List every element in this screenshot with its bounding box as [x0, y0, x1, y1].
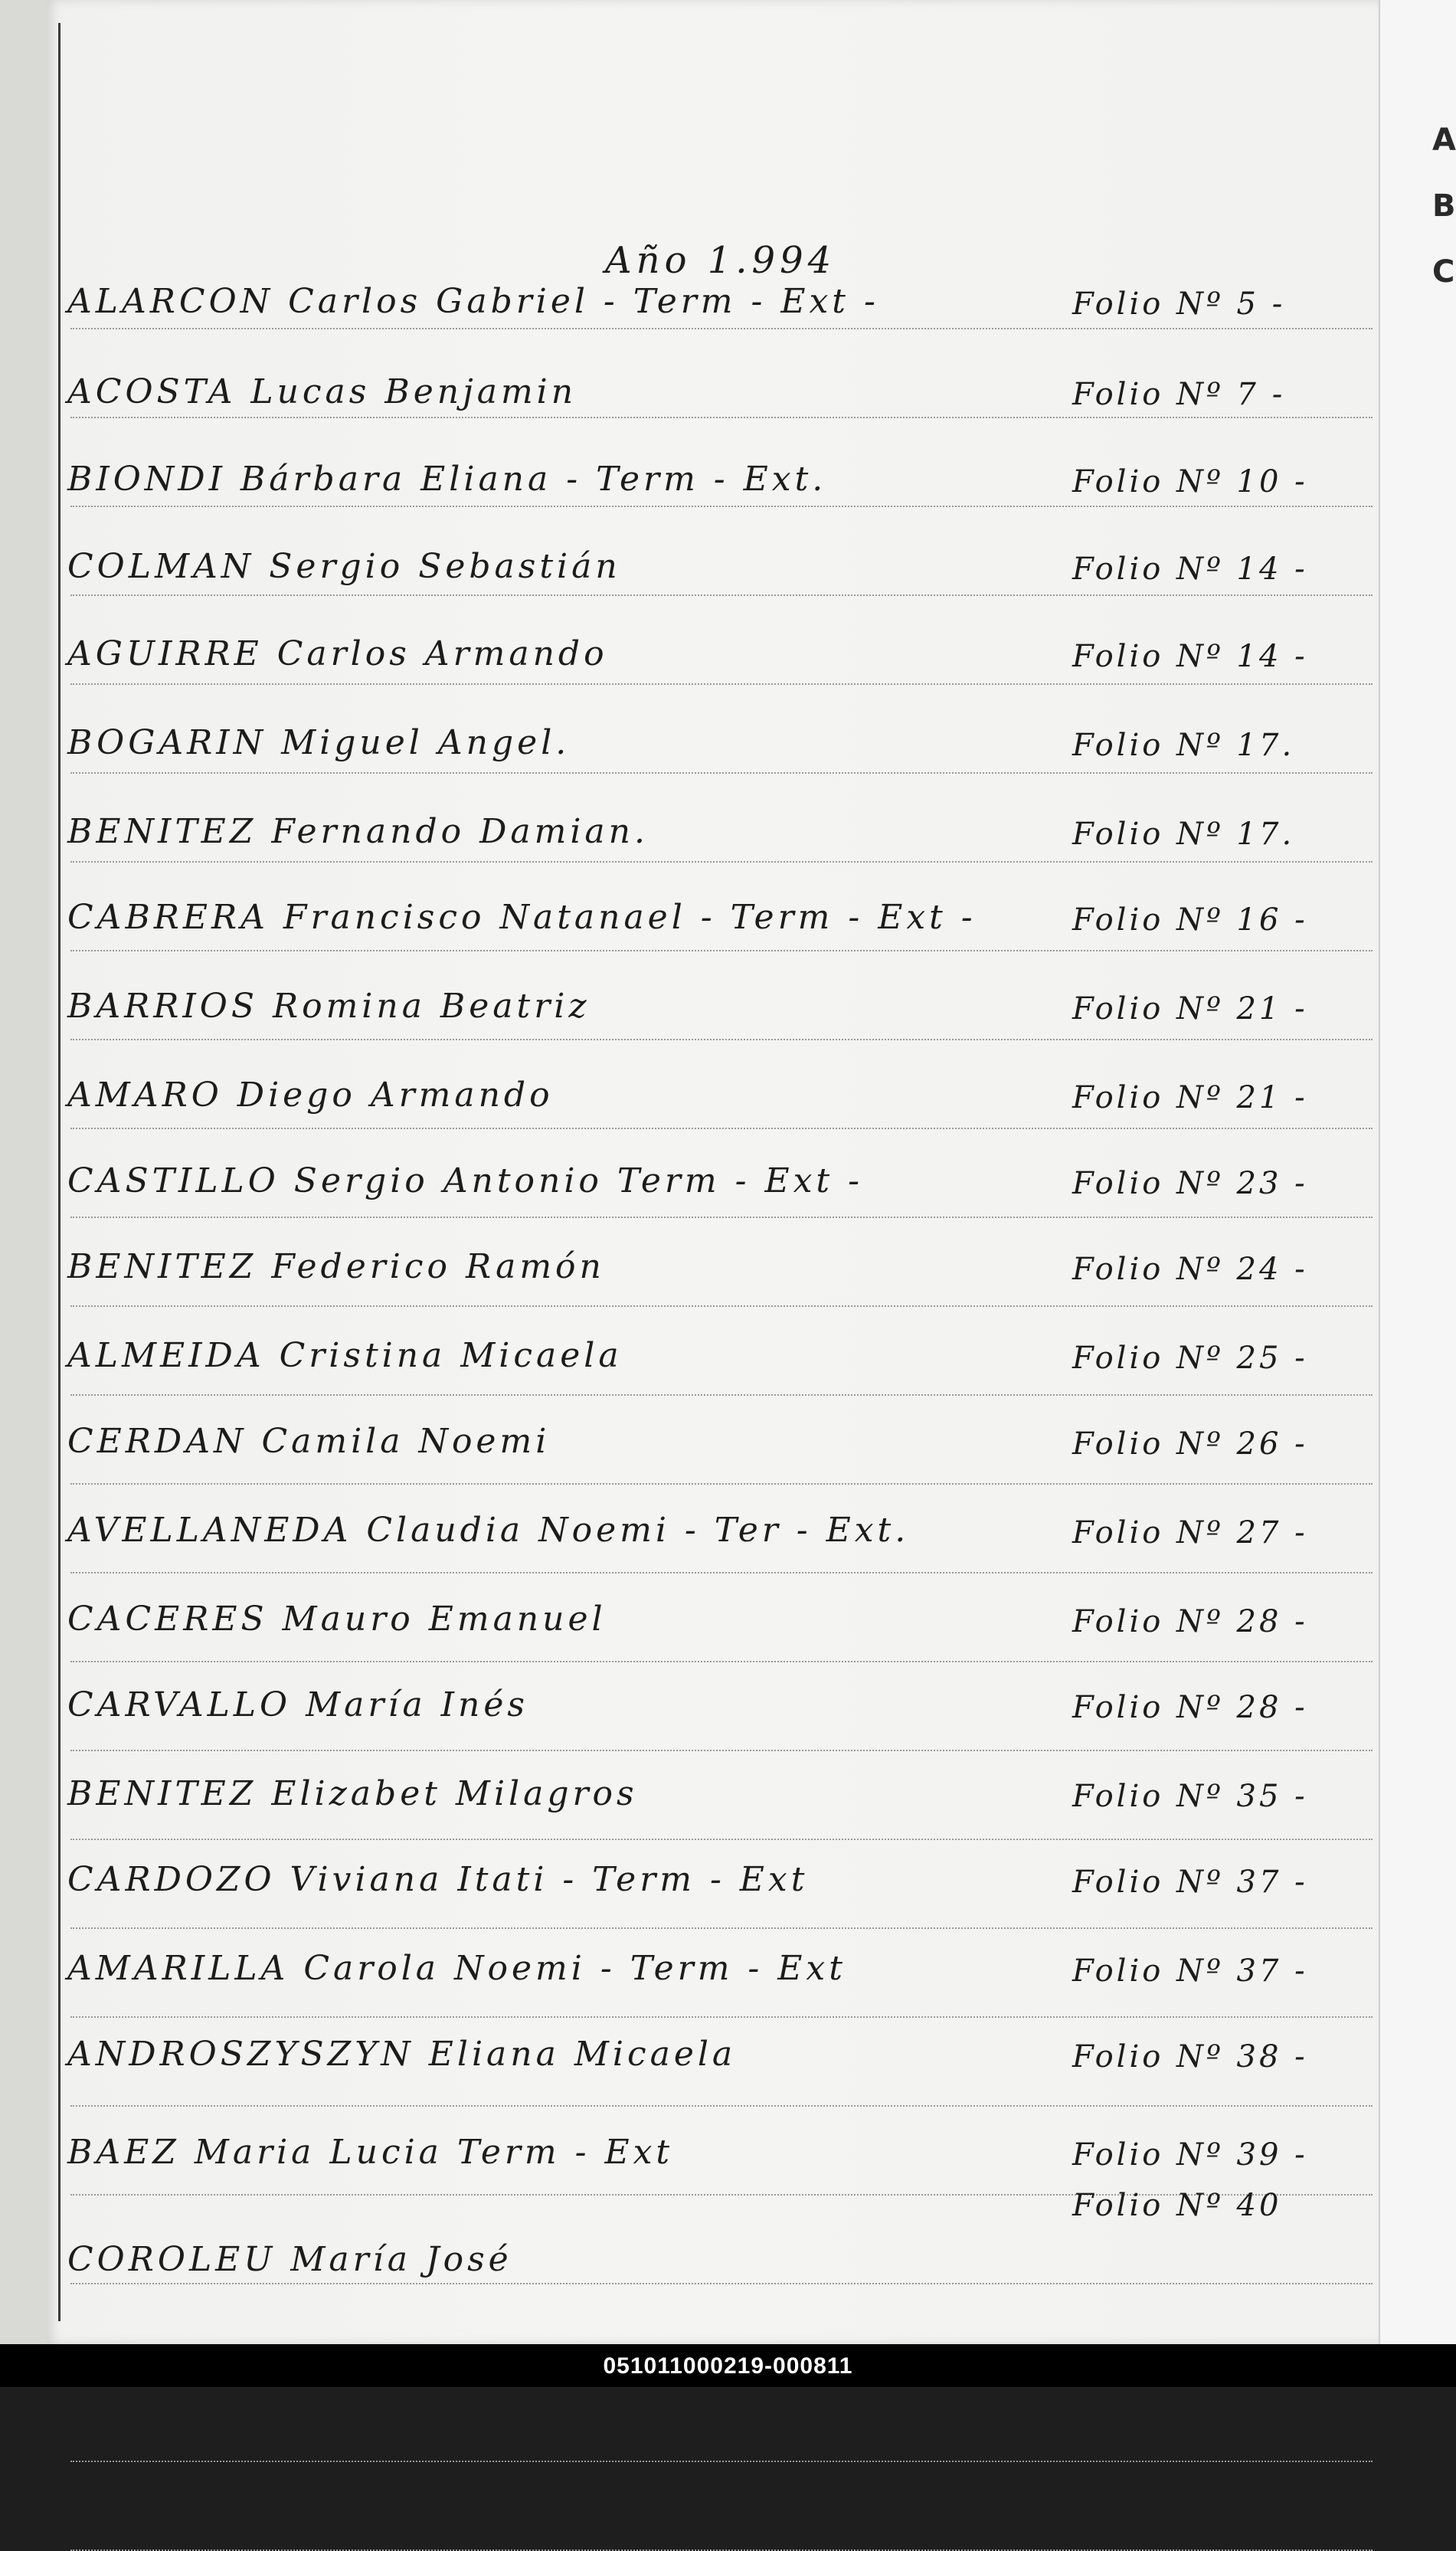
document-code: 051011000219-000811 [603, 2353, 853, 2379]
ruled-line [70, 1217, 1373, 1218]
entry-name: ANDROSZYSZYN Eliana Micaela [67, 2035, 737, 2074]
entry-name: BOGARIN Miguel Angel. [67, 723, 571, 762]
entry-name: CACERES Mauro Emanuel [67, 1600, 607, 1639]
ruled-line [70, 1839, 1373, 1840]
entry-name: ACOSTA Lucas Benjamin [67, 372, 577, 411]
entry-folio: Folio Nº 5 - [1072, 287, 1286, 322]
entry-name: COLMAN Sergio Sebastián [67, 547, 621, 586]
ruled-line [70, 506, 1373, 507]
entry-name: BENITEZ Federico Ramón [67, 1247, 605, 1286]
entry-folio: Folio Nº 16 - [1072, 902, 1308, 938]
entry-folio: Folio Nº 21 - [1072, 1080, 1308, 1115]
ruled-line [70, 950, 1373, 951]
ruled-line [70, 2105, 1373, 2107]
entry-name: CARVALLO María Inés [67, 1685, 529, 1724]
entry-folio: Folio Nº 28 - [1072, 1604, 1308, 1639]
ruled-line [70, 2283, 1373, 2284]
entry-folio: Folio Nº 10 - [1072, 464, 1308, 499]
ruled-line [70, 417, 1373, 418]
entry-name: BIONDI Bárbara Eliana - Term - Ext. [67, 460, 827, 499]
page-heading-year: Año 1.994 [605, 239, 836, 282]
entry-name: BENITEZ Elizabet Milagros [67, 1774, 638, 1813]
index-letter-a: A [1432, 123, 1456, 158]
ruled-line [70, 861, 1373, 863]
entry-folio: Folio Nº 39 - [1072, 2137, 1308, 2173]
ruled-line [70, 1750, 1373, 1751]
entry-name: AGUIRRE Carlos Armando [67, 634, 608, 673]
ruled-line [70, 1927, 1373, 1929]
ruled-line [70, 2016, 1373, 2018]
entry-folio: Folio Nº 40 [1072, 2188, 1282, 2223]
ruled-line [70, 683, 1373, 685]
entry-folio: Folio Nº 28 - [1072, 1690, 1308, 1725]
ruled-line [70, 594, 1373, 596]
ruled-line [70, 772, 1373, 774]
entry-folio: Folio Nº 25 - [1072, 1341, 1308, 1376]
entry-folio: Folio Nº 14 - [1072, 552, 1308, 587]
entry-name: CABRERA Francisco Natanael - Term - Ext - [67, 898, 977, 937]
entry-name: ALMEIDA Cristina Micaela [67, 1336, 623, 1375]
entry-folio: Folio Nº 26 - [1072, 1426, 1308, 1462]
entry-name: AVELLANEDA Claudia Noemi - Ter - Ext. [67, 1511, 910, 1550]
entry-folio: Folio Nº 17. [1072, 728, 1295, 763]
entry-folio: Folio Nº 35 - [1072, 1779, 1308, 1814]
entry-name: CERDAN Camila Noemi [67, 1422, 551, 1461]
index-letter-b: B [1432, 188, 1456, 224]
entry-name: BARRIOS Romina Beatriz [67, 987, 591, 1026]
entry-folio: Folio Nº 37 - [1072, 1953, 1308, 1989]
ruled-line [70, 1661, 1373, 1662]
entry-name: COROLEU María José [67, 2240, 512, 2279]
alphabet-index-tab [1379, 0, 1456, 2344]
entry-name: CARDOZO Viviana Itati - Term - Ext [67, 1860, 809, 1899]
entry-name: BENITEZ Fernando Damian. [67, 812, 649, 851]
ruled-line [70, 1394, 1373, 1396]
entry-name: ALARCON Carlos Gabriel - Term - Ext - [67, 282, 879, 321]
left-margin-line [58, 23, 61, 2321]
entry-folio: Folio Nº 38 - [1072, 2039, 1308, 2075]
entry-folio: Folio Nº 27 - [1072, 1515, 1308, 1551]
ruled-line [70, 328, 1373, 329]
ruled-line [70, 1039, 1373, 1040]
ruled-line [70, 1305, 1373, 1307]
entry-name: AMARO Diego Armando [67, 1076, 554, 1115]
entry-folio: Folio Nº 23 - [1072, 1166, 1308, 1201]
index-letter-c: C [1432, 254, 1455, 290]
entry-folio: Folio Nº 37 - [1072, 1865, 1308, 1900]
entry-folio: Folio Nº 24 - [1072, 1252, 1308, 1287]
ruled-line [70, 1483, 1373, 1485]
ruled-line [70, 1128, 1373, 1129]
ruled-line [70, 1572, 1373, 1573]
entry-folio: Folio Nº 17. [1072, 817, 1295, 852]
entry-folio: Folio Nº 14 - [1072, 639, 1308, 674]
entry-name: AMARILLA Carola Noemi - Term - Ext [67, 1949, 846, 1988]
entry-name: BAEZ Maria Lucia Term - Ext [67, 2133, 674, 2172]
ruled-line [70, 2461, 1373, 2462]
entry-folio: Folio Nº 7 - [1072, 377, 1286, 412]
entry-folio: Folio Nº 21 - [1072, 991, 1308, 1027]
entry-name: CASTILLO Sergio Antonio Term - Ext - [67, 1161, 863, 1200]
